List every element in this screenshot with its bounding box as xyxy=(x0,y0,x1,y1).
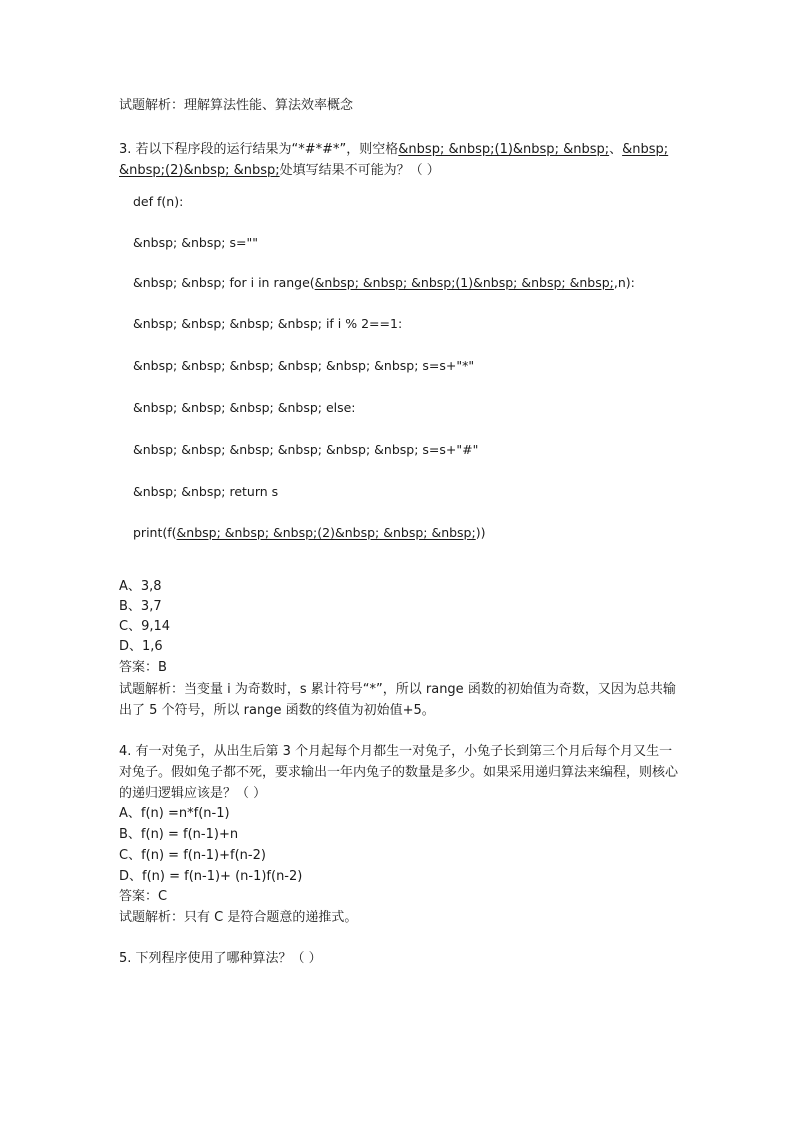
q3-blank-2-end: &nbsp;(2)&nbsp; &nbsp; xyxy=(119,163,280,178)
code-line-5: &nbsp; &nbsp; &nbsp; &nbsp; &nbsp; &nbsp; s=s+"*" xyxy=(133,358,475,373)
q3-stem-line2 xyxy=(119,161,440,181)
code-line-1: def f(n): xyxy=(133,194,184,209)
q4-answer: 答案：C xyxy=(119,889,168,904)
code-line-4: &nbsp; &nbsp; &nbsp; &nbsp; if i % 2==1: xyxy=(133,316,403,331)
code-line-3-tail: ,n): xyxy=(613,275,635,290)
code-blank-2: &nbsp; &nbsp; &nbsp;(2)&nbsp; &nbsp; &nbsp; xyxy=(176,525,476,540)
q4-option-c: C、f(n) = f(n-1)+f(n-2) xyxy=(119,848,266,863)
q4-analysis: 试题解析：只有 C 是符合题意的递推式。 xyxy=(119,910,358,925)
code-line-9 xyxy=(133,523,485,543)
q4-stem: 4. 有一对兔子，从出生后第 3 个月起每个月都生一对兔子，小兔子长到第三个月后每个月又生一对兔子。假如兔子都不死，要求输出一年内兔子的数量是多少。如果采用递归算法来编程，则核心的递归逻辑应该是？（ ） xyxy=(119,744,679,801)
code-line-9-tail: )) xyxy=(475,525,486,540)
q4-option-b: B、f(n) = f(n-1)+n xyxy=(119,827,239,842)
prev-analysis: 试题解析：理解算法性能、算法效率概念 xyxy=(119,98,354,113)
q4-option-d: D、f(n) = f(n-1)+ (n-1)f(n-2) xyxy=(119,869,303,884)
q3-blank-2-start: &nbsp; xyxy=(622,142,669,157)
q3-option-c: C、9,14 xyxy=(119,619,171,634)
code-line-2: &nbsp; &nbsp; s="" xyxy=(133,235,258,250)
code-line-3 xyxy=(133,273,635,293)
q3-stem-text: 3. 若以下程序段的运行结果为“*#*#*”，则空格 xyxy=(119,142,399,157)
code-line-3-head: &nbsp; &nbsp; for i in range( xyxy=(133,275,315,290)
code-line-6: &nbsp; &nbsp; &nbsp; &nbsp; else: xyxy=(133,400,356,415)
q3-option-d: D、1,6 xyxy=(119,639,163,654)
q3-blank-1: &nbsp; &nbsp;(1)&nbsp; &nbsp; xyxy=(398,142,610,157)
code-blank-1: &nbsp; &nbsp; &nbsp;(1)&nbsp; &nbsp; &nbsp; xyxy=(314,275,614,290)
code-line-7: &nbsp; &nbsp; &nbsp; &nbsp; &nbsp; &nbsp; s=s+"#" xyxy=(133,442,479,457)
q5-stem: 5. 下列程序使用了哪种算法？（ ） xyxy=(119,951,322,966)
q4-option-a: A、f(n) =n*f(n-1) xyxy=(119,806,230,821)
q3-option-b: B、3,7 xyxy=(119,599,162,614)
q3-stem-line1 xyxy=(119,140,668,160)
q3-option-a: A、3,8 xyxy=(119,579,162,594)
q3-analysis: 试题解析：当变量 i 为奇数时，s 累计符号“*”，所以 range 函数的初始值为奇数，又因为总共输出了 5 个符号，所以 range 函数的终值为初始值+5。 xyxy=(119,682,676,718)
q3-stem-tail: 处填写结果不可能为？（ ） xyxy=(279,163,440,178)
q3-answer: 答案：B xyxy=(119,660,167,675)
q3-separator: 、 xyxy=(609,142,623,157)
code-line-8: &nbsp; &nbsp; return s xyxy=(133,484,279,499)
code-line-9-head: print(f( xyxy=(133,525,177,540)
